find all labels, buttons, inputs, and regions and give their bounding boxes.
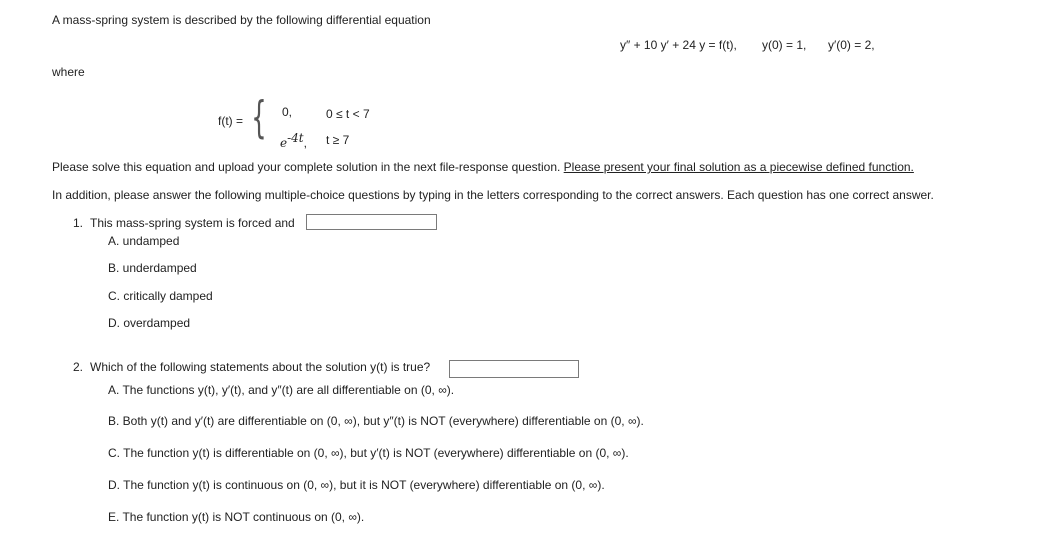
piecewise-case1-condition: 0 ≤ t < 7 [326, 107, 370, 121]
question2-answer-input[interactable] [449, 360, 579, 378]
piecewise-case2-value [280, 131, 307, 150]
exp-exponent: -4t [287, 131, 304, 145]
exp-comma: , [303, 136, 307, 150]
question1-answer-input[interactable] [306, 214, 437, 230]
exp-base: e [280, 136, 288, 150]
intro-text: A mass-spring system is described by the following differential equation [52, 13, 431, 27]
question2-option-c: C. The function y(t) is differentiable on (0, ∞), but y′(t) is NOT (everywhere) differentiable on (0, ∞). [108, 446, 629, 460]
question2-option-a: A. The functions y(t), y′(t), and y″(t) are all differentiable on (0, ∞). [108, 383, 455, 397]
question2-option-e: E. The function y(t) is NOT continuous on (0, ∞). [108, 510, 365, 524]
ode-equation: y″ + 10 y′ + 24 y = f(t), [620, 38, 737, 52]
left-brace-icon: { [251, 92, 267, 143]
mc-instructions: In addition, please answer the following multiple-choice questions by typing in the letters corresponding to the correct answers. Each question has one correct answer. [52, 188, 934, 202]
solve-underlined-text: Please present your final solution as a piecewise defined function. [563, 160, 914, 174]
solve-text: Please solve this equation and upload your complete solution in the next file-response question. [52, 160, 561, 174]
question1-option-b: B. underdamped [108, 261, 197, 275]
where-label: where [52, 65, 85, 79]
piecewise-lhs: f(t) = [218, 114, 244, 128]
question1-option-a: A. undamped [108, 234, 180, 248]
question2-option-d: D. The function y(t) is continuous on (0, ∞), but it is NOT (everywhere) differentiable on (0, ∞). [108, 478, 605, 492]
piecewise-case1-value: 0, [282, 105, 293, 119]
question2-option-b: B. Both y(t) and y′(t) are differentiable on (0, ∞), but y″(t) is NOT (everywhere) differentiable on (0, ∞). [108, 414, 644, 428]
question2-number: 2. [73, 360, 84, 374]
question2-text: Which of the following statements about the solution y(t) is true? [90, 360, 431, 374]
initial-condition-yprime: y′(0) = 2, [828, 38, 875, 52]
question1-option-c: C. critically damped [108, 289, 213, 303]
piecewise-case2-condition: t ≥ 7 [326, 133, 350, 147]
solve-instructions [52, 160, 914, 174]
initial-condition-y: y(0) = 1, [762, 38, 807, 52]
question1-option-d: D. overdamped [108, 316, 191, 330]
question1-number: 1. [73, 216, 84, 230]
question1-text: This mass-spring system is forced and [90, 216, 295, 230]
